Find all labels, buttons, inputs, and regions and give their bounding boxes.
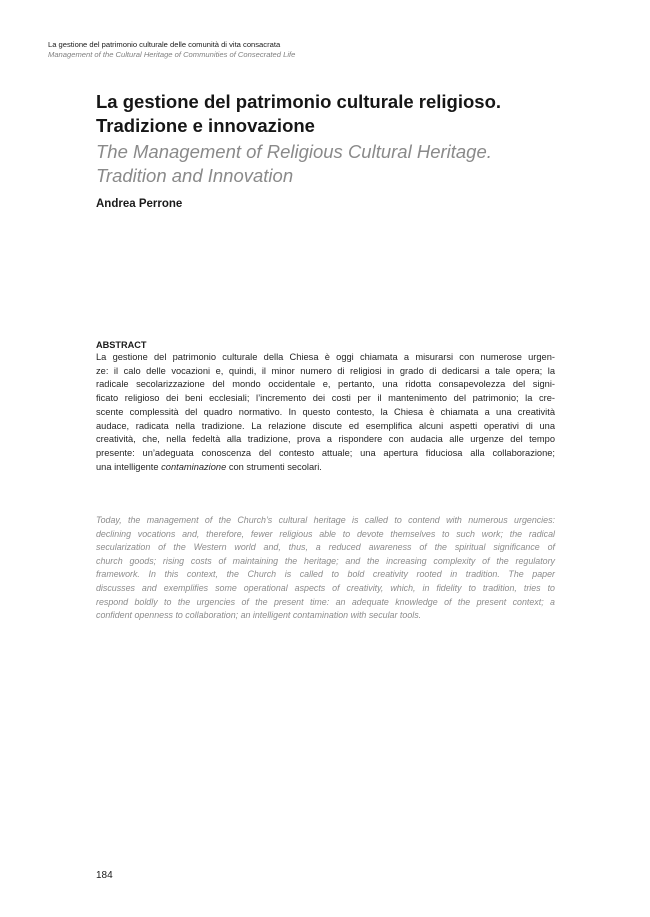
page-number: 184: [96, 870, 113, 881]
abstract-line: La gestione del patrimonio culturale della Chiesa è oggi chiamata a misurarsi con numerose urgen-: [96, 352, 555, 362]
abstract-english-line: church goods; rising costs of maintaining the heritage; and the increasing complexity of the regulatory: [96, 555, 555, 566]
abstract-line: presente: un’adeguata conoscenza del contesto attuale; una apertura fiduciosa alla collaborazione;: [96, 447, 555, 458]
abstract-heading: ABSTRACT: [96, 340, 147, 350]
abstract-line: ze: il calo delle vocazioni e, quindi, il minor numero di religiosi in grado di dedicarsi a tale opera; la: [96, 365, 555, 376]
author-name: Andrea Perrone: [96, 198, 183, 210]
abstract-line: ficato religioso dei beni ecclesiali; l’incremento dei costi per il mantenimento del patrimonio; la cre-: [96, 393, 555, 404]
abstract-english-line: framework. In this context, the Church is called to bold creativity rooted in tradition. The paper: [96, 569, 555, 580]
abstract-emphasis: contaminazione: [161, 461, 227, 472]
running-header: [48, 40, 608, 60]
abstract-text: con strumenti secolari.: [226, 461, 322, 472]
title-english-line: The Management of Religious Cultural Heritage.: [96, 141, 492, 162]
abstract-text: una intelligente: [96, 461, 162, 472]
abstract-english-line: secularization of the Western world and, thus, a reduced awareness of the spiritual significance of: [96, 542, 555, 553]
title-italian-line: Tradizione e innovazione: [96, 115, 315, 136]
abstract-english-line: declining vocations and, therefore, fewer religious able to devote themselves to such work; the radical: [96, 528, 555, 539]
abstract-english-line: confident openness to collaboration; an intelligent contamination with secular tools.: [96, 610, 422, 621]
title-italian: [96, 90, 566, 138]
abstract-english-line: discusses and exemplifies some operational aspects of creativity, which, in fidelity to tradition, tries to: [96, 582, 555, 593]
abstract-line: scente complessità del quadro normativo. In questo contesto, la Chiesa è chiamata a una creatività: [96, 406, 555, 417]
running-header-english: Management of the Cultural Heritage of Communities of Consecrated Life: [48, 50, 296, 59]
title-italian-line: La gestione del patrimonio culturale religioso.: [96, 91, 502, 112]
title-english-line: Tradition and Innovation: [96, 165, 294, 186]
running-header-italian: La gestione del patrimonio culturale delle comunità di vita consacrata: [48, 40, 281, 49]
abstract-line-last: [96, 461, 555, 475]
abstract-line: radicale secolarizzazione del mondo occidentale e, pertanto, una ridotta consapevolezza del signi-: [96, 379, 555, 390]
abstract-line: creatività, che, nella fedeltà alla tradizione, prova a rispondere con audacia alle urgenze del tempo: [96, 434, 555, 445]
abstract-italian: [96, 339, 555, 474]
abstract-english: [96, 514, 555, 623]
abstract-line: audace, radicata nella tradizione. La relazione discute ed esemplifica alcuni aspetti operativi di una: [96, 420, 555, 431]
title-block: [96, 90, 566, 212]
abstract-english-line: Today, the management of the Church’s cultural heritage is called to contend with numerous urgencies:: [96, 515, 555, 525]
title-english: [96, 140, 566, 188]
abstract-english-line: respond boldly to the urgencies of the present time: an adequate knowledge of the present context; a: [96, 596, 555, 607]
